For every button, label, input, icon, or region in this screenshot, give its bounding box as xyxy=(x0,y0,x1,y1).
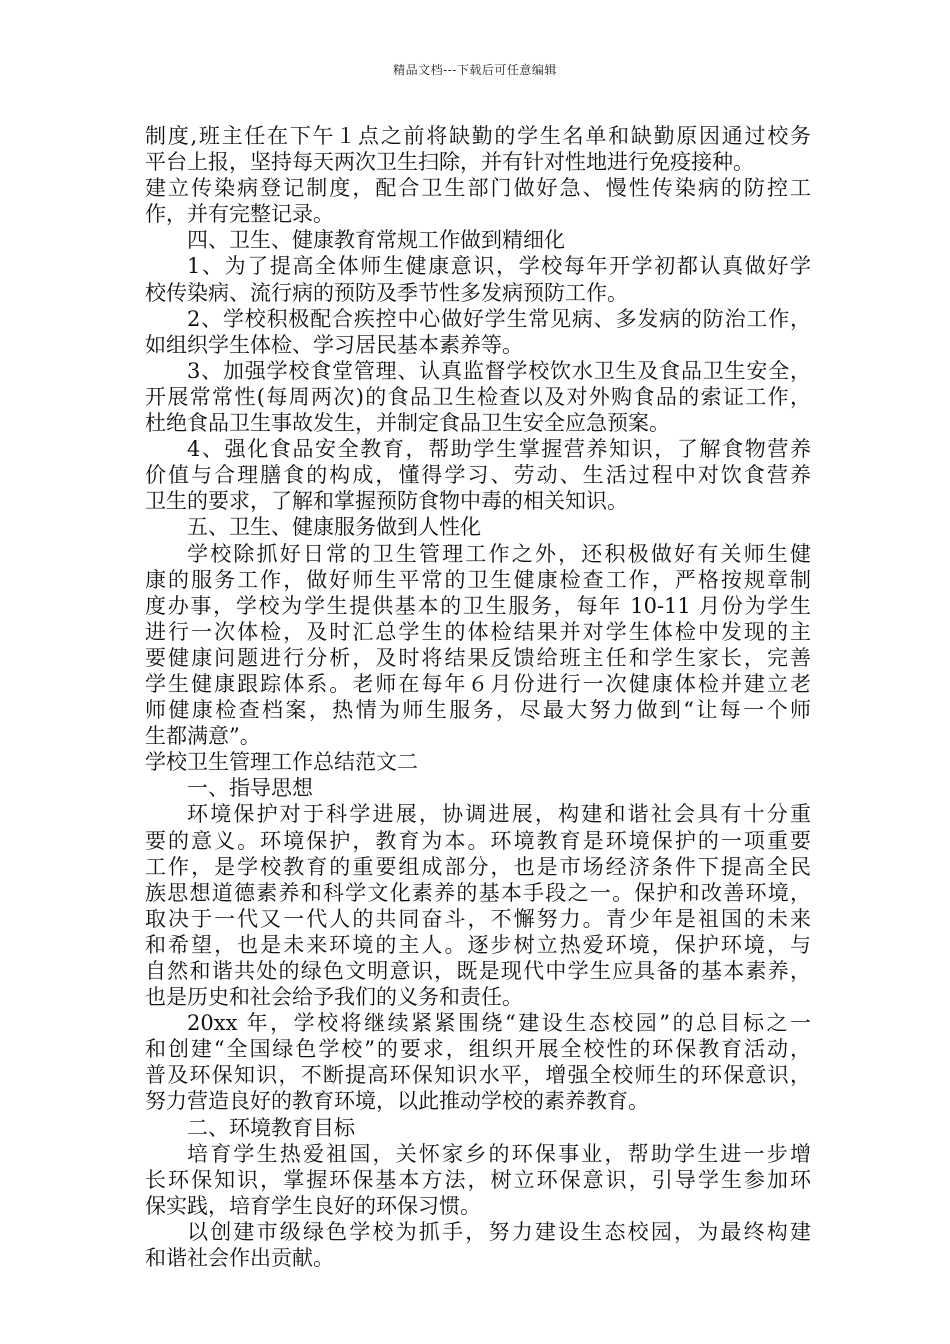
text-line: 四、卫生、健康教育常规工作做到精细化 xyxy=(187,228,565,253)
text-line: 要健康问题进行分析，及时将结果反馈给班主任和学生家长，完善 xyxy=(145,645,811,670)
document-body xyxy=(145,123,811,1271)
text-line: 取决于一代又一代人的共同奋斗，不懈努力。青少年是祖国的未来 xyxy=(145,906,811,931)
text-line: 1、为了提高全体师生健康意识，学校每年开学初都认真做好学 xyxy=(187,254,811,279)
text-line: 进行一次体检，及时汇总学生的体检结果并对学生体检中发现的主 xyxy=(145,619,811,644)
text-line: 如组织学生体检、学习居民基本素养等。 xyxy=(145,332,523,357)
text-line: 学校卫生管理工作总结范文二 xyxy=(145,750,418,775)
text-line: 开展常常性(每周两次)的食品卫生检查以及对外购食品的索证工作， xyxy=(145,384,811,409)
text-line: 价值与合理膳食的构成，懂得学习、劳动、生活过程中对饮食营养 xyxy=(145,463,811,488)
page-header: 精品文档---下载后可任意编辑 xyxy=(393,63,557,77)
text-line: 保实践，培育学生良好的环保习惯。 xyxy=(145,1193,481,1218)
text-line: 4、强化食品安全教育，帮助学生掌握营养知识，了解食物营养 xyxy=(187,437,811,462)
text-line: 师健康检查档案，热情为师生服务，尽最大努力做到“让每一个师 xyxy=(145,698,811,723)
text-line: 培育学生热爱祖国，关怀家乡的环保事业，帮助学生进一步增 xyxy=(187,1141,811,1166)
text-line: 制度,班主任在下午１点之前将缺勤的学生名单和缺勤原因通过校务 xyxy=(145,124,811,148)
text-line: 平台上报，坚持每天两次卫生扫除，并有针对性地进行免疫接种。 xyxy=(145,150,754,175)
text-line: 和谐社会作出贡献。 xyxy=(145,1246,334,1271)
text-line: 和希望，也是未来环境的主人。逐步树立热爱环境，保护环境，与 xyxy=(145,932,811,957)
text-line: 3、加强学校食堂管理、认真监督学校饮水卫生及食品卫生安全， xyxy=(187,358,811,383)
text-line: 要的意义。环境保护，教育为本。环境教育是环境保护的一项重要 xyxy=(145,828,811,853)
text-line: 普及环保知识，不断提高环保知识水平，增强全校师生的环保意识， xyxy=(145,1063,811,1088)
text-line: 努力营造良好的教育环境，以此推动学校的素养教育。 xyxy=(145,1089,649,1114)
text-line: 卫生的要求，了解和掌握预防食物中毒的相关知识。 xyxy=(145,489,628,514)
text-line: 作，并有完整记录。 xyxy=(145,202,334,227)
text-line: 20xx 年，学校将继续紧紧围绕“建设生态校园”的总目标之一 xyxy=(187,1011,811,1036)
text-line: 杜绝食品卫生事故发生，并制定食品卫生安全应急预案。 xyxy=(145,411,670,436)
text-line: 以创建市级绿色学校为抓手，努力建设生态校园，为最终构建 xyxy=(187,1219,811,1244)
text-line: 工作，是学校教育的重要组成部分，也是市场经济条件下提高全民 xyxy=(145,854,811,879)
text-line: 学生健康跟踪体系。老师在每年６月份进行一次健康体检并建立老 xyxy=(145,671,811,696)
text-line: 校传染病、流行病的预防及季节性多发病预防工作。 xyxy=(145,280,628,305)
text-line: 自然和谐共处的绿色文明意识，既是现代中学生应具备的基本素养， xyxy=(145,959,811,983)
text-line: 学校除抓好日常的卫生管理工作之外，还积极做好有关师生健 xyxy=(187,541,811,566)
text-line: 长环保知识，掌握环保基本方法，树立环保意识，引导学生参加环 xyxy=(145,1167,811,1192)
text-line: 五、卫生、健康服务做到人性化 xyxy=(187,515,481,540)
text-line: 族思想道德素养和科学文化素养的基本手段之一。保护和改善环境， xyxy=(145,880,811,905)
text-line: 也是历史和社会给予我们的义务和责任。 xyxy=(145,985,523,1010)
text-line: 建立传染病登记制度，配合卫生部门做好急、慢性传染病的防控工 xyxy=(145,176,811,201)
text-line: 和创建“全国绿色学校”的要求，组织开展全校性的环保教育活动， xyxy=(145,1037,811,1062)
text-line: 一、指导思想 xyxy=(187,776,313,801)
text-line: 二、环境教育目标 xyxy=(187,1115,355,1140)
text-line: 2、学校积极配合疾控中心做好学生常见病、多发病的防治工作， xyxy=(187,306,811,331)
text-line: 生都满意”。 xyxy=(145,724,261,749)
text-line: 康的服务工作，做好师生平常的卫生健康检查工作，严格按规章制 xyxy=(145,567,811,592)
text-line: 环境保护对于科学进展，协调进展，构建和谐社会具有十分重 xyxy=(187,802,811,827)
text-line: 度办事，学校为学生提供基本的卫生服务，每年 10-11 月份为学生 xyxy=(145,593,811,618)
